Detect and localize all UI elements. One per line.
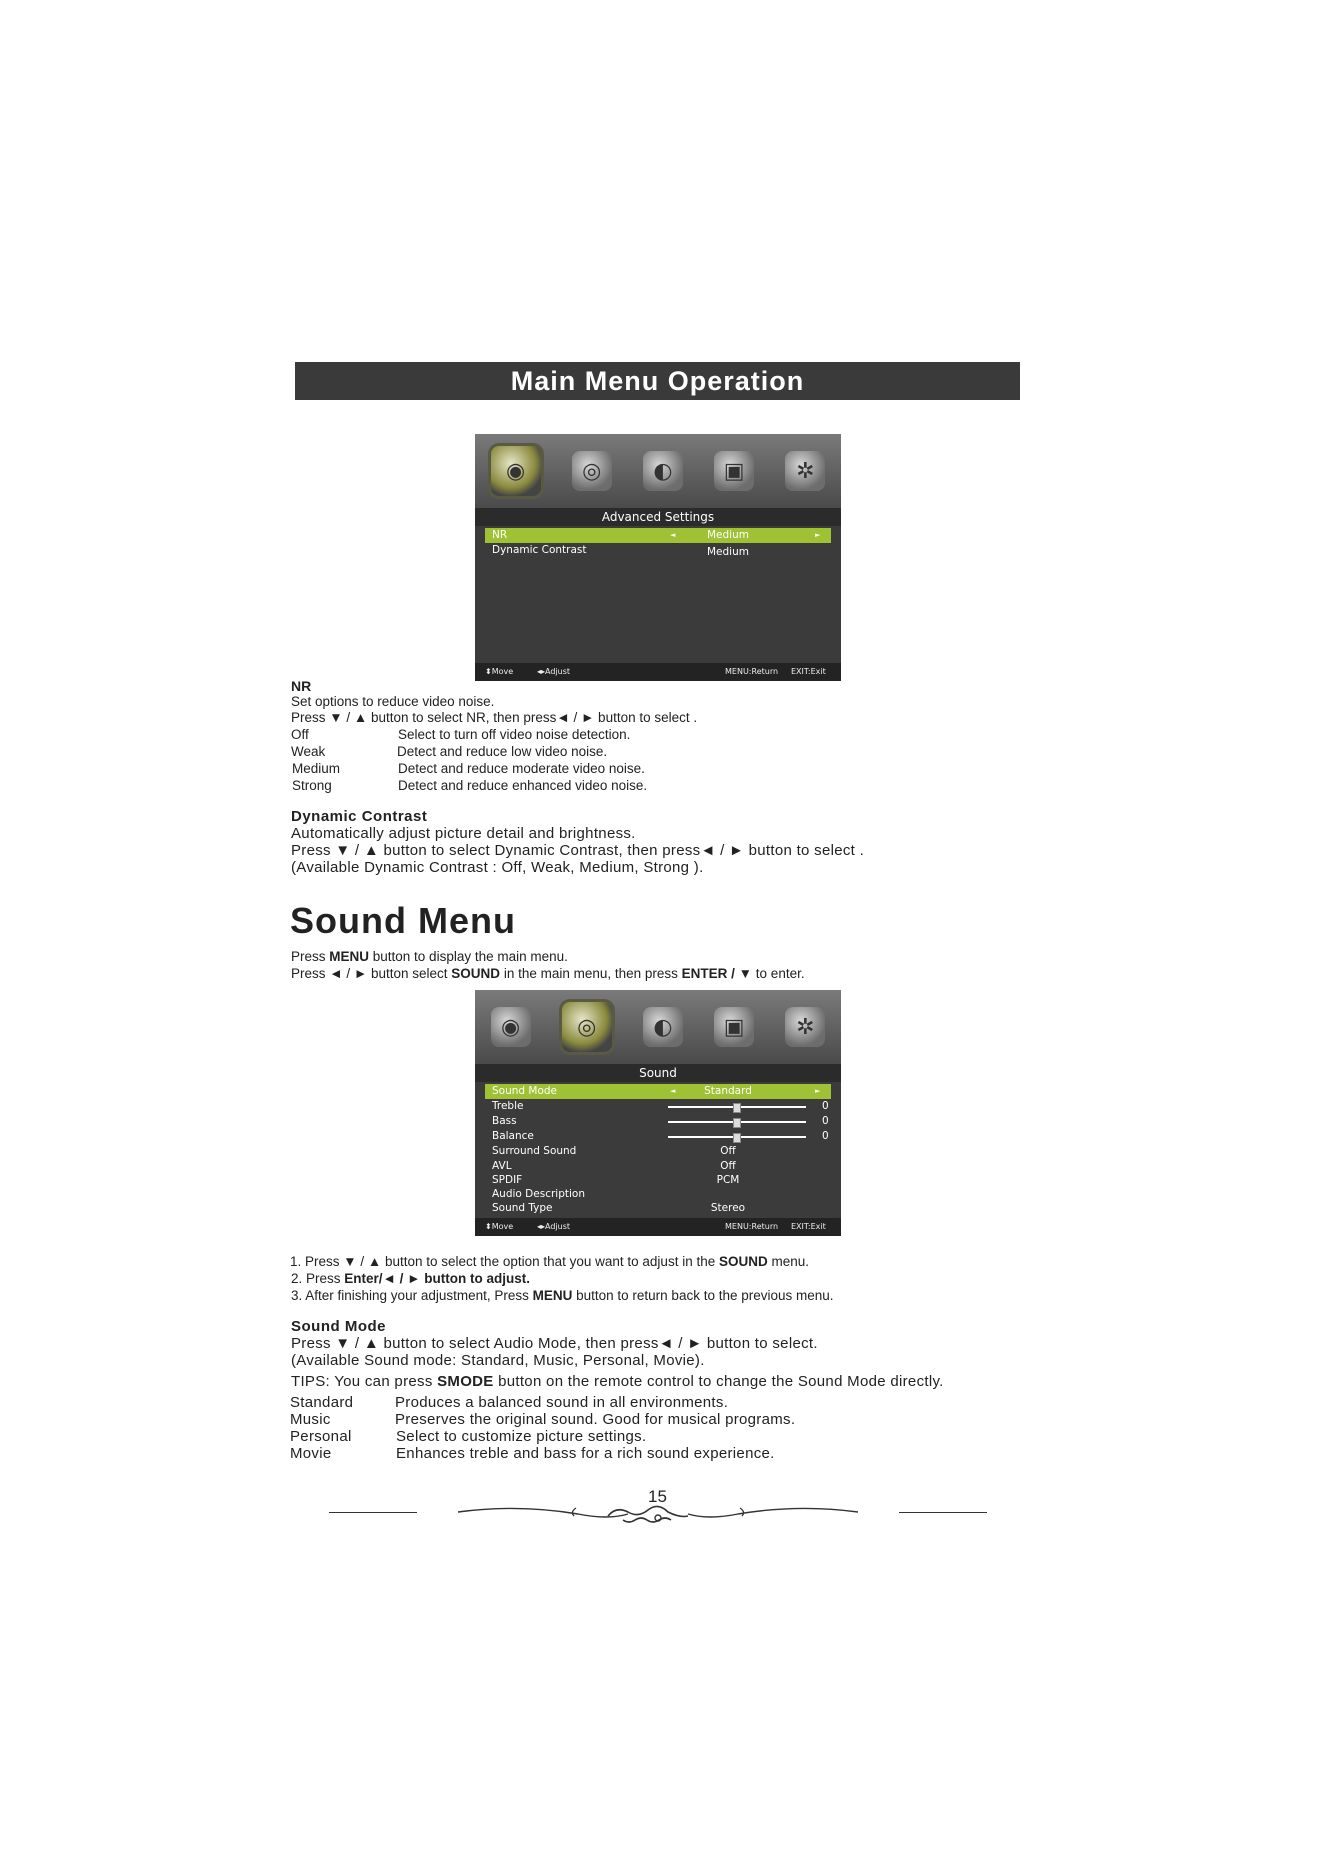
sound-mode-option-desc: Enhances treble and bass for a rich sound experience. xyxy=(396,1445,775,1462)
advanced-settings-screen xyxy=(475,434,841,681)
sound-intro-line-2: Press ◄ / ► button select SOUND in the main menu, then press ENTER / ▼ to enter. xyxy=(291,966,805,981)
nr-option-name: Strong xyxy=(292,778,332,793)
lock-icon: ▣ xyxy=(714,1007,754,1047)
row-value: Medium xyxy=(707,529,749,541)
picture-icon: ◉ xyxy=(491,1007,531,1047)
sound-mode-available: (Available Sound mode: Standard, Music, Personal, Movie). xyxy=(291,1352,705,1369)
sound-menu-rows xyxy=(475,1082,841,1215)
step-1: 1. Press ▼ / ▲ button to select the option that you want to adjust in the SOUND menu. xyxy=(290,1254,810,1269)
row-label: Sound Mode xyxy=(492,1085,558,1097)
row-label: AVL xyxy=(492,1160,512,1172)
move-hint: ⬍ Move xyxy=(485,667,514,676)
bass-slider[interactable] xyxy=(668,1121,806,1123)
sound-mode-instruction: Press ▼ / ▲ button to select Audio Mode, then press◄ / ► button to select. xyxy=(291,1335,818,1352)
menu-row-dynamic-contrast[interactable] xyxy=(485,543,831,558)
sound-mode-heading: Sound Mode xyxy=(291,1318,386,1335)
footer-rule-left xyxy=(329,1512,417,1513)
nr-description: Set options to reduce video noise. xyxy=(291,694,495,709)
menu-row-audio-description[interactable] xyxy=(485,1187,831,1201)
nr-instruction: Press ▼ / ▲ button to select NR, then press◄ / ► button to select . xyxy=(291,710,698,725)
exit-hint: EXIT:Exit xyxy=(791,1222,826,1231)
menu-icon-bar xyxy=(475,434,841,508)
slider-value: 0 xyxy=(822,1130,829,1142)
nr-option-desc: Select to turn off video noise detection. xyxy=(398,727,631,742)
step-3: 3. After finishing your adjustment, Press MENU button to return back to the previous menu. xyxy=(291,1288,834,1303)
menu-icon-bar xyxy=(475,990,841,1064)
menu-footer xyxy=(475,1218,841,1236)
return-hint: MENU:Return xyxy=(725,667,779,676)
arrow-left-icon: ◄ xyxy=(670,531,676,539)
move-hint: ⬍ Move xyxy=(485,1222,514,1231)
treble-slider[interactable] xyxy=(668,1106,806,1108)
sound-mode-option-desc: Preserves the original sound. Good for musical programs. xyxy=(395,1411,796,1428)
sound-mode-option-name: Movie xyxy=(290,1445,332,1462)
setup-gear-icon: ✲ xyxy=(785,451,825,491)
sound-mode-option-desc: Produces a balanced sound in all environments. xyxy=(395,1394,729,1411)
row-label: Dynamic Contrast xyxy=(492,544,587,556)
nr-option-desc: Detect and reduce moderate video noise. xyxy=(398,761,645,776)
nr-heading: NR xyxy=(291,678,312,694)
row-label: Bass xyxy=(492,1115,517,1127)
nr-option-name: Medium xyxy=(292,761,341,776)
menu-header: Advanced Settings xyxy=(475,508,841,526)
slider-value: 0 xyxy=(822,1115,829,1127)
row-label: NR xyxy=(492,529,508,541)
picture-icon: ◉ xyxy=(491,446,541,496)
sound-settings-screen xyxy=(475,990,841,1236)
time-icon: ◐ xyxy=(643,1007,683,1047)
row-label: Sound Type xyxy=(492,1202,553,1214)
row-value: PCM xyxy=(716,1174,740,1186)
nr-option-name: Off xyxy=(291,727,309,742)
row-label: Audio Description xyxy=(492,1188,585,1200)
sound-mode-tips: TIPS: You can press SMODE button on the remote control to change the Sound Mode directly. xyxy=(291,1373,944,1390)
time-icon: ◐ xyxy=(643,451,683,491)
row-label: Surround Sound xyxy=(492,1145,577,1157)
menu-row-bass[interactable] xyxy=(485,1114,831,1129)
menu-header: Sound xyxy=(475,1064,841,1082)
row-value: Off xyxy=(720,1145,736,1157)
sound-icon: ◎ xyxy=(572,451,612,491)
menu-row-sound-type[interactable] xyxy=(485,1201,831,1215)
row-value: Off xyxy=(720,1160,736,1172)
row-value: Stereo xyxy=(710,1202,746,1214)
sound-mode-option-desc: Select to customize picture settings. xyxy=(396,1428,647,1445)
row-label: Treble xyxy=(492,1100,524,1112)
sound-icon: ◎ xyxy=(562,1002,612,1052)
dynamic-contrast-description: Automatically adjust picture detail and brightness. xyxy=(291,825,636,842)
menu-row-sound-mode[interactable] xyxy=(485,1084,831,1099)
row-label: Balance xyxy=(492,1130,534,1142)
menu-footer xyxy=(475,663,841,681)
step-2: 2. Press Enter/◄ / ► button to adjust. xyxy=(291,1271,530,1286)
menu-row-nr[interactable] xyxy=(485,528,831,543)
nr-option-name: Weak xyxy=(291,744,326,759)
slider-knob[interactable] xyxy=(733,1103,741,1113)
nr-option-desc: Detect and reduce enhanced video noise. xyxy=(398,778,648,793)
adjust-hint: ◂▸ Adjust xyxy=(537,1222,571,1231)
sound-menu-title: Sound Menu xyxy=(290,900,516,941)
adjust-hint: ◂▸ Adjust xyxy=(537,667,571,676)
row-value: Standard xyxy=(704,1085,752,1097)
balance-slider[interactable] xyxy=(668,1136,806,1138)
sound-intro-line-1: Press MENU button to display the main menu. xyxy=(291,949,568,964)
arrow-left-icon: ◄ xyxy=(670,1087,676,1095)
slider-knob[interactable] xyxy=(733,1133,741,1143)
slider-knob[interactable] xyxy=(733,1118,741,1128)
dynamic-contrast-heading: Dynamic Contrast xyxy=(291,808,428,825)
dynamic-contrast-instruction: Press ▼ / ▲ button to select Dynamic Contrast, then press◄ / ► button to select . xyxy=(291,842,865,859)
slider-value: 0 xyxy=(822,1100,829,1112)
row-value: Medium xyxy=(707,546,749,558)
menu-row-spdif[interactable] xyxy=(485,1173,831,1187)
sound-mode-option-name: Music xyxy=(290,1411,331,1428)
row-label: SPDIF xyxy=(492,1174,523,1186)
dynamic-contrast-available: (Available Dynamic Contrast : Off, Weak, Medium, Strong ). xyxy=(291,859,704,876)
nr-option-desc: Detect and reduce low video noise. xyxy=(397,744,608,759)
menu-row-balance[interactable] xyxy=(485,1129,831,1144)
menu-row-treble[interactable] xyxy=(485,1099,831,1114)
banner-title: Main Menu Operation xyxy=(510,365,805,396)
footer-rule-right xyxy=(899,1512,987,1513)
arrow-right-icon: ► xyxy=(815,1087,821,1095)
exit-hint: EXIT:Exit xyxy=(791,667,826,676)
sound-mode-option-name: Personal xyxy=(290,1428,352,1445)
page-number: 15 xyxy=(648,1487,667,1506)
lock-icon: ▣ xyxy=(714,451,754,491)
menu-row-surround-sound[interactable] xyxy=(485,1144,831,1159)
section-banner xyxy=(295,362,1020,400)
menu-row-avl[interactable] xyxy=(485,1159,831,1173)
return-hint: MENU:Return xyxy=(725,1222,779,1231)
arrow-right-icon: ► xyxy=(815,531,821,539)
sound-mode-option-name: Standard xyxy=(290,1394,354,1411)
setup-gear-icon: ✲ xyxy=(785,1007,825,1047)
